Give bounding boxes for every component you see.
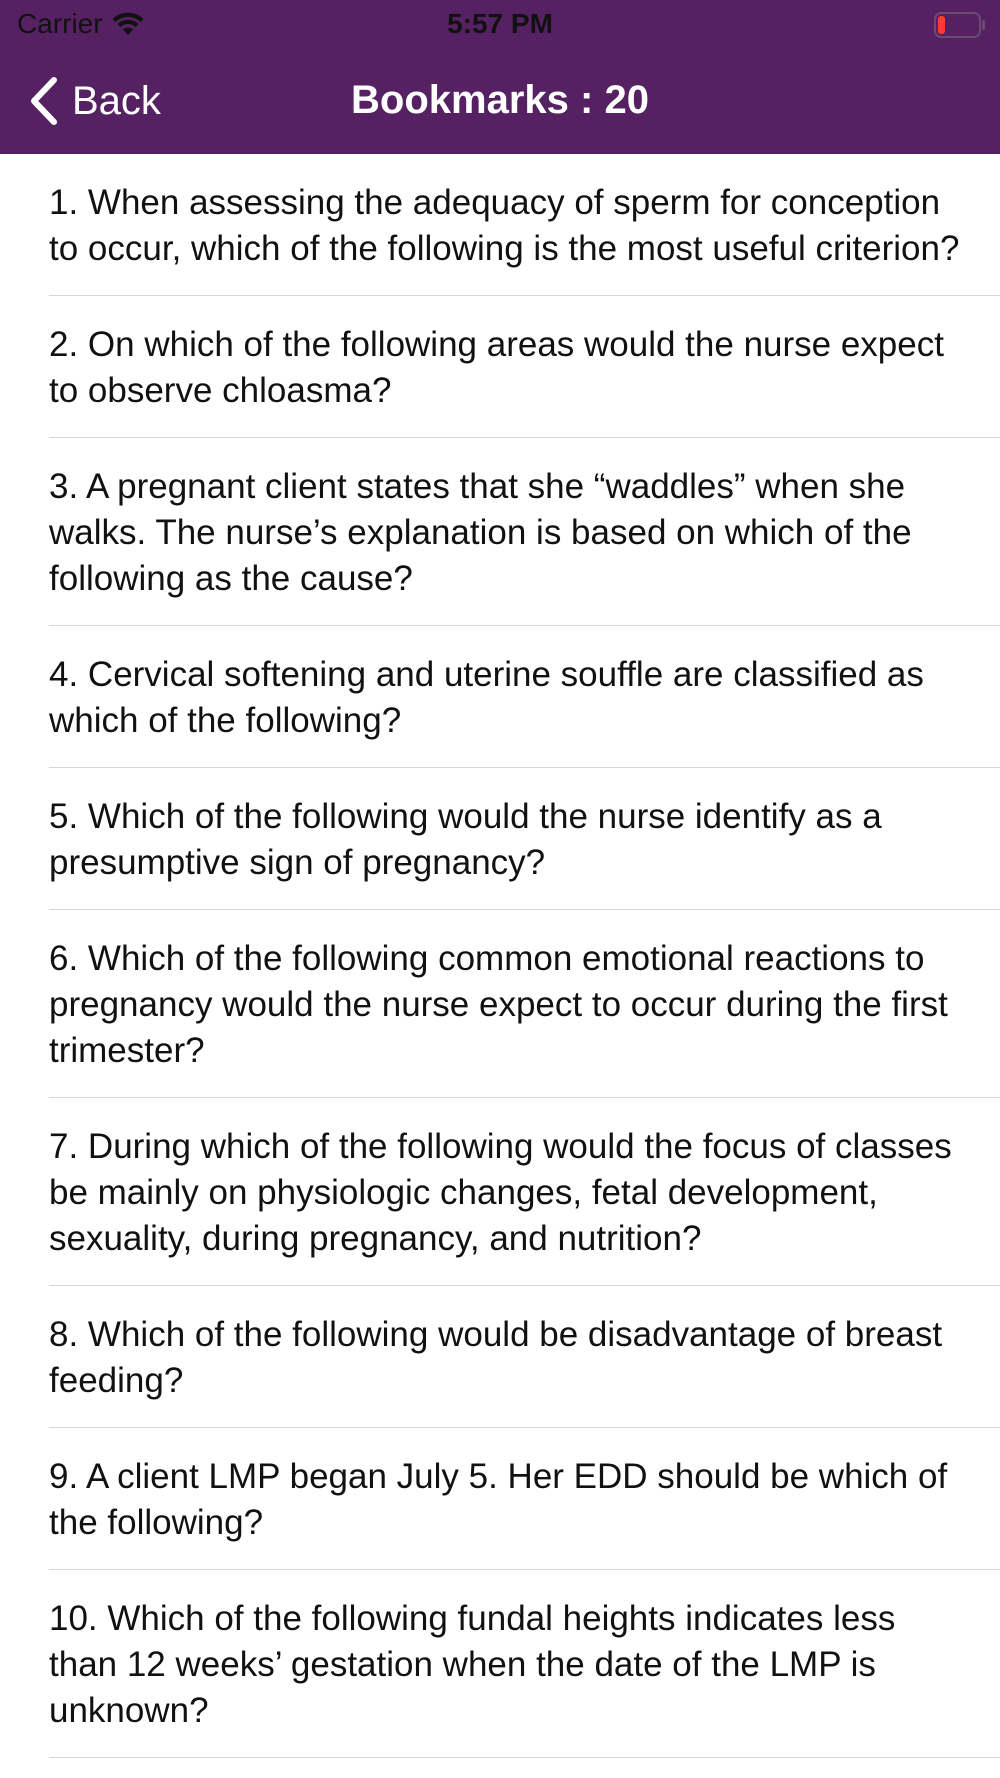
bookmark-item-1[interactable] bbox=[0, 154, 1000, 296]
bookmark-item-3[interactable] bbox=[0, 438, 1000, 626]
bookmark-question-text: 5. Which of the following would the nurse identify as a presumptive sign of pregnancy? bbox=[49, 797, 882, 882]
carrier-label: Carrier bbox=[17, 8, 103, 39]
battery-icon bbox=[934, 12, 986, 38]
bookmark-question-text: 10. Which of the following fundal heights indicates less than 12 weeks’ gestation when the date of the LMP is unknown? bbox=[49, 1599, 896, 1730]
page-title: Bookmarks : 20 bbox=[351, 78, 649, 122]
bookmark-item-9[interactable] bbox=[0, 1428, 1000, 1570]
bookmarks-list[interactable] bbox=[0, 154, 1000, 1778]
bookmark-item-6[interactable] bbox=[0, 910, 1000, 1098]
bookmark-question-text: 4. Cervical softening and uterine souffle are classified as which of the following? bbox=[49, 655, 924, 740]
bookmark-item-10[interactable] bbox=[0, 1570, 1000, 1758]
bookmark-item-4[interactable] bbox=[0, 626, 1000, 768]
status-time: 5:57 PM bbox=[447, 8, 553, 39]
navigation-bar bbox=[0, 52, 1000, 154]
bookmark-item-7[interactable] bbox=[0, 1098, 1000, 1286]
bookmark-item-5[interactable] bbox=[0, 768, 1000, 910]
bookmark-question-text: 3. A pregnant client states that she “waddles” when she walks. The nurse’s explanation is based on which of the following as the cause? bbox=[49, 467, 912, 598]
bookmark-item-2[interactable] bbox=[0, 296, 1000, 438]
status-bar bbox=[0, 0, 1000, 52]
bookmark-question-text: 2. On which of the following areas would the nurse expect to observe chloasma? bbox=[49, 325, 944, 410]
bookmark-item-8[interactable] bbox=[0, 1286, 1000, 1428]
bookmark-question-text: 8. Which of the following would be disadvantage of breast feeding? bbox=[49, 1315, 943, 1400]
bookmark-question-text: 1. When assessing the adequacy of sperm for conception to occur, which of the following is the most useful criterion? bbox=[49, 183, 960, 268]
bookmark-question-text: 6. Which of the following common emotional reactions to pregnancy would the nurse expect to occur during the first trimester? bbox=[49, 939, 948, 1070]
bookmark-question-text: 7. During which of the following would the focus of classes be mainly on physiologic changes, fetal development, sexuality, during pregnancy, and nutrition? bbox=[49, 1127, 952, 1258]
back-button-label: Back bbox=[72, 78, 161, 123]
bookmark-question-text: 9. A client LMP began July 5. Her EDD should be which of the following? bbox=[49, 1457, 948, 1542]
